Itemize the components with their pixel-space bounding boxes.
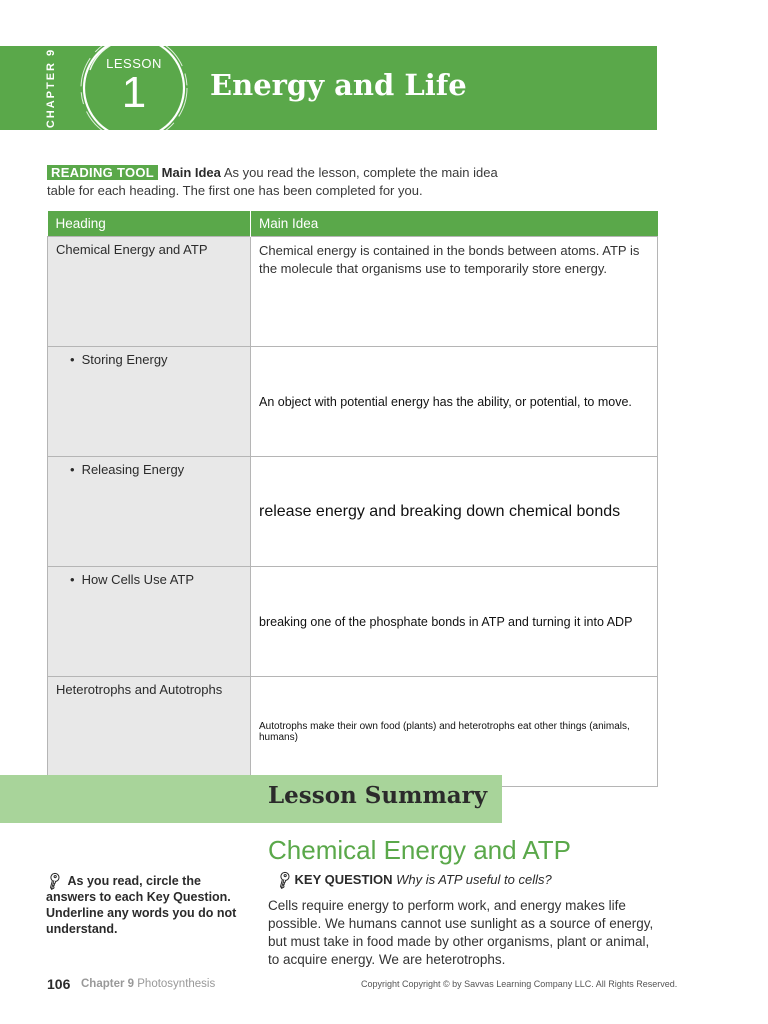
margin-note-text: As you read, circle the answers to each Key Question. Underline any words you do not understand.	[46, 874, 237, 936]
chapter-label: CHAPTER 9	[45, 47, 57, 129]
summary-body: Cells require energy to perform work, and energy makes life possible. We humans cannot use sunlight as a source of energy, but must take in food made by other organisms, plant or animal, to acquire energy. We are heterotrophs.	[268, 898, 654, 967]
copyright: Copyright Copyright © by Savvas Learning Company LLC. All Rights Reserved.	[361, 979, 678, 989]
main-idea-table	[47, 211, 658, 787]
subheading-text: • Releasing Energy	[70, 462, 184, 477]
subheading-text: • How Cells Use ATP	[70, 572, 194, 587]
summary-title: Lesson Summary	[268, 782, 488, 809]
column-header-main-idea: Main Idea	[251, 211, 658, 237]
main-idea-answer: Autotrophs make their own food (plants) and heterotrophs eat other things (animals, humans)	[259, 720, 630, 743]
table-row	[48, 567, 658, 677]
table-row	[48, 457, 658, 567]
table-row	[48, 347, 658, 457]
footer-chapter	[81, 978, 215, 990]
instruction-line-2: table for each heading. The first one has been completed for you.	[47, 183, 423, 198]
table-header-row	[48, 211, 658, 237]
table-row	[48, 677, 658, 787]
main-idea-cell[interactable]	[251, 347, 658, 457]
main-idea-cell[interactable]	[251, 237, 658, 347]
lesson-badge	[76, 30, 192, 146]
lesson-label: LESSON	[106, 56, 162, 71]
main-idea-answer: release energy and breaking down chemical bonds	[259, 502, 621, 520]
main-idea-cell[interactable]	[251, 567, 658, 677]
table-row	[48, 237, 658, 347]
lesson-number: 1	[121, 68, 147, 117]
section-heading: Chemical Energy and ATP	[268, 835, 571, 865]
key-question	[273, 868, 552, 891]
main-idea-cell[interactable]	[251, 677, 658, 787]
chapter-label-vertical	[38, 46, 64, 130]
main-idea-answer: An object with potential energy has the ability, or potential, to move.	[259, 394, 632, 409]
key-question-text: Why is ATP useful to cells?	[396, 872, 552, 887]
heading-cell	[48, 457, 251, 567]
instruction-line-1: As you read the lesson, complete the main idea	[223, 165, 498, 180]
reading-tool-badge: READING TOOL	[47, 165, 158, 180]
key-question-label: KEY QUESTION	[294, 872, 393, 887]
main-idea-text: Chemical energy is contained in the bonds between atoms. ATP is the molecule that organisms use to temporarily store energy.	[259, 243, 640, 276]
key-icon: 🔑︎	[273, 868, 295, 891]
main-idea-label: Main Idea	[161, 165, 221, 180]
heading-cell	[48, 567, 251, 677]
page-number: 106	[47, 976, 71, 992]
footer-chapter-label: Chapter 9	[81, 978, 135, 990]
heading-cell	[48, 347, 251, 457]
main-idea-cell[interactable]	[251, 457, 658, 567]
key-icon: 🔑︎	[43, 869, 65, 892]
subheading-text: • Storing Energy	[70, 352, 168, 367]
footer-chapter-title: Photosynthesis	[137, 978, 216, 990]
margin-note	[43, 869, 251, 937]
main-idea-answer: breaking one of the phosphate bonds in ATP and turning it into ADP	[259, 614, 633, 629]
heading-cell: Heterotrophs and Autotrophs	[48, 677, 251, 787]
reading-tool-instructions	[47, 164, 547, 200]
heading-cell: Chemical Energy and ATP	[48, 237, 251, 347]
column-header-heading: Heading	[48, 211, 251, 237]
page-title: Energy and Life	[210, 68, 467, 102]
